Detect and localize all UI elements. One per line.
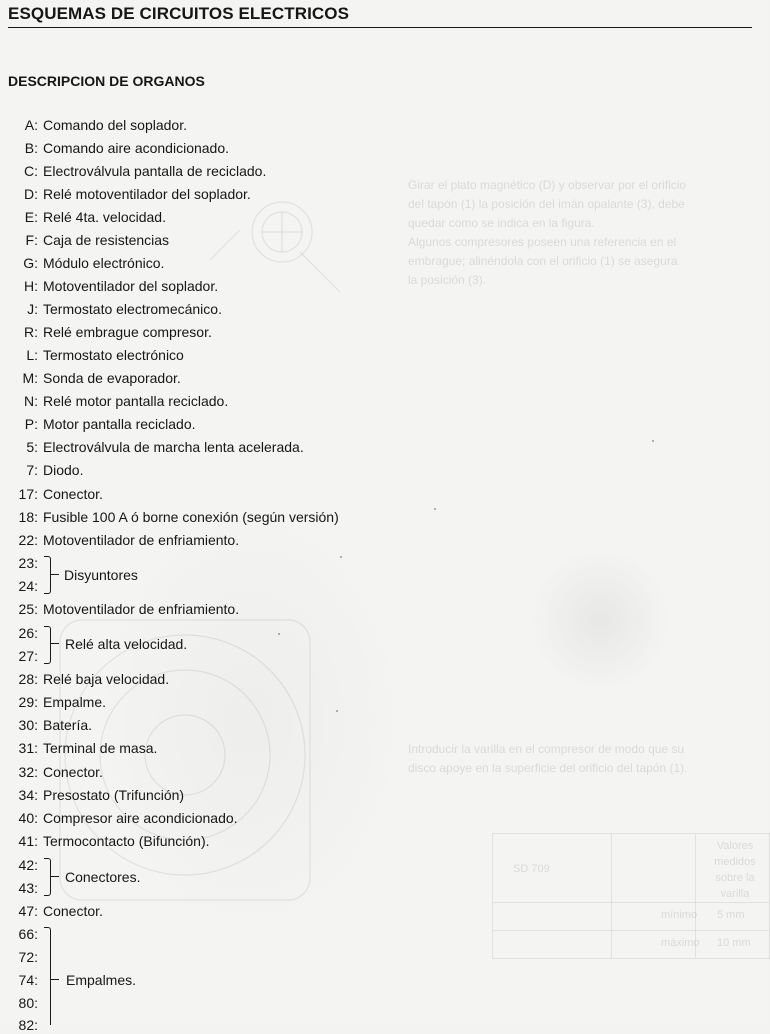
list-item — [0, 346, 420, 364]
list-item — [0, 693, 420, 711]
list-item — [0, 739, 420, 757]
group-code: 66: — [18, 926, 38, 942]
list-item — [0, 369, 420, 387]
item-description: Compresor aire acondicionado. — [43, 810, 238, 826]
bleed-line: embrague; alinéndola con el orificio (1) se asegura — [408, 254, 678, 268]
item-description: Comando aire acondicionado. — [43, 140, 230, 156]
group-code: 80: — [18, 995, 38, 1011]
item-code: 22: — [18, 532, 38, 548]
item-description: Relé 4ta. velocidad. — [43, 209, 166, 225]
item-code: 17: — [18, 486, 38, 502]
item-description: Terminal de masa. — [43, 740, 158, 756]
list-item — [0, 208, 420, 226]
group-label: Relé alta velocidad. — [65, 636, 188, 652]
item-code: 30: — [18, 717, 38, 733]
group-code: 72: — [18, 949, 38, 965]
item-code: A: — [24, 117, 38, 133]
item-code: G: — [23, 255, 38, 271]
bleed-table-cell: 10 mm — [717, 937, 751, 949]
bleed-line: Introducir la varilla en el compresor de modo que su — [408, 742, 685, 756]
item-description: Fusible 100 A ó borne conexión (según versión) — [43, 509, 339, 525]
group-bracket-tick — [51, 979, 59, 980]
list-item — [0, 902, 420, 920]
group-label: Empalmes. — [66, 972, 137, 988]
list-item — [0, 716, 420, 734]
item-description: Termocontacto (Bifunción). — [43, 833, 210, 849]
list-item — [0, 185, 420, 203]
bleed-line: Girar el plato magnético (D) y observar por el orificio — [408, 178, 687, 192]
item-code: 7: — [26, 462, 38, 478]
bleed-table-cell: 5 mm — [717, 909, 745, 921]
bleed-line: del tapón (1) la posición del imán opalante (3), debe — [408, 197, 685, 211]
bleed-line: la posición (3). — [408, 273, 487, 287]
item-description: Electroválvula de marcha lenta acelerada. — [43, 439, 304, 455]
item-code: 34: — [18, 787, 38, 803]
item-description: Relé motor pantalla reciclado. — [43, 393, 229, 409]
list-item — [0, 277, 420, 295]
list-item — [0, 438, 420, 456]
item-description: Motor pantalla reciclado. — [43, 416, 196, 432]
item-code: 41: — [18, 833, 38, 849]
item-description: Relé motoventilador del soplador. — [43, 186, 251, 202]
item-description: Comando del soplador. — [43, 117, 187, 133]
list-item — [0, 139, 420, 157]
group-bracket-tick — [51, 876, 59, 877]
bleed-table-cell: SD 709 — [513, 863, 550, 875]
item-code: 18: — [18, 509, 38, 525]
group-code: 74: — [18, 972, 38, 988]
group-bracket-tick — [51, 643, 59, 644]
item-code: F: — [25, 232, 38, 248]
item-description: Módulo electrónico. — [43, 255, 165, 271]
bleed-table-cell: Valores medidos sobre la varilla — [714, 840, 756, 900]
item-code: P: — [24, 416, 38, 432]
item-code: D: — [24, 186, 38, 202]
list-item — [0, 415, 420, 433]
bleed-line: Algunos compresores poseen una referencia en el — [408, 235, 677, 249]
item-code: H: — [24, 278, 38, 294]
list-item — [0, 392, 420, 410]
item-code: 32: — [18, 764, 38, 780]
item-description: Conector. — [43, 903, 103, 919]
list-item — [0, 461, 420, 479]
item-description: Motoventilador del soplador. — [43, 278, 219, 294]
item-code: 25: — [18, 601, 38, 617]
group-code: 82: — [18, 1017, 38, 1033]
item-description: Electroválvula pantalla de reciclado. — [43, 163, 267, 179]
list-item — [0, 231, 420, 249]
list-item — [0, 832, 420, 850]
item-code: M: — [22, 370, 38, 386]
group-bracket-tick — [51, 574, 59, 575]
bleed-line: disco apoye en la superficie del orificio del tapón (1). — [408, 761, 688, 775]
bleed-table-cell: mínimo — [661, 909, 698, 921]
group-code: 24: — [18, 578, 38, 594]
item-description: Empalme. — [43, 694, 107, 710]
list-item — [0, 323, 420, 341]
item-description: Diodo. — [43, 462, 84, 478]
group-bracket — [44, 626, 51, 664]
list-item — [0, 508, 420, 526]
list-item — [0, 531, 420, 549]
group-code: 43: — [18, 880, 38, 896]
group-bracket — [44, 927, 51, 1025]
item-description: Conector. — [43, 764, 103, 780]
item-description: Batería. — [43, 717, 93, 733]
item-description: Relé embrague compresor. — [43, 324, 212, 340]
item-code: 5: — [26, 439, 38, 455]
item-code: 47: — [18, 903, 38, 919]
item-code: C: — [24, 163, 38, 179]
list-item — [0, 670, 420, 688]
bleed-table-cell: máximo — [661, 937, 700, 949]
item-description: Sonda de evaporador. — [43, 370, 181, 386]
item-code: 28: — [18, 671, 38, 687]
item-code: R: — [24, 324, 38, 340]
group-bracket — [44, 556, 51, 594]
list-item — [0, 254, 420, 272]
section-title: DESCRIPCION DE ORGANOS — [8, 73, 205, 89]
list-item — [0, 600, 420, 618]
item-code: L: — [26, 347, 38, 363]
list-item — [0, 300, 420, 318]
item-code: 29: — [18, 694, 38, 710]
list-item — [0, 116, 420, 134]
item-description: Termostato electromecánico. — [43, 301, 222, 317]
list-item — [0, 763, 420, 781]
group-label: Disyuntores — [64, 567, 138, 583]
list-item — [0, 786, 420, 804]
page-title: ESQUEMAS DE CIRCUITOS ELECTRICOS — [8, 4, 350, 23]
item-code: J: — [27, 301, 38, 317]
group-code: 23: — [18, 555, 38, 571]
group-code: 42: — [18, 857, 38, 873]
item-description: Presostato (Trifunción) — [43, 787, 185, 803]
item-description: Caja de resistencias — [43, 232, 170, 248]
group-bracket — [44, 858, 51, 896]
list-item — [0, 809, 420, 827]
item-code: E: — [24, 209, 38, 225]
bleed-line: quedar como se indica en la figura. — [408, 216, 595, 230]
item-code: 40: — [18, 810, 38, 826]
group-code: 27: — [18, 648, 38, 664]
item-code: N: — [24, 393, 38, 409]
item-code: B: — [24, 140, 38, 156]
list-item — [0, 162, 420, 180]
group-label: Conectores. — [65, 869, 141, 885]
list-item — [0, 485, 420, 503]
item-description: Termostato electrónico — [43, 347, 184, 363]
item-description: Conector. — [43, 486, 103, 502]
item-code: 31: — [18, 740, 38, 756]
item-description: Relé baja velocidad. — [43, 671, 170, 687]
item-description: Motoventilador de enfriamiento. — [43, 601, 240, 617]
item-description: Motoventilador de enfriamiento. — [43, 532, 240, 548]
group-code: 26: — [18, 625, 38, 641]
